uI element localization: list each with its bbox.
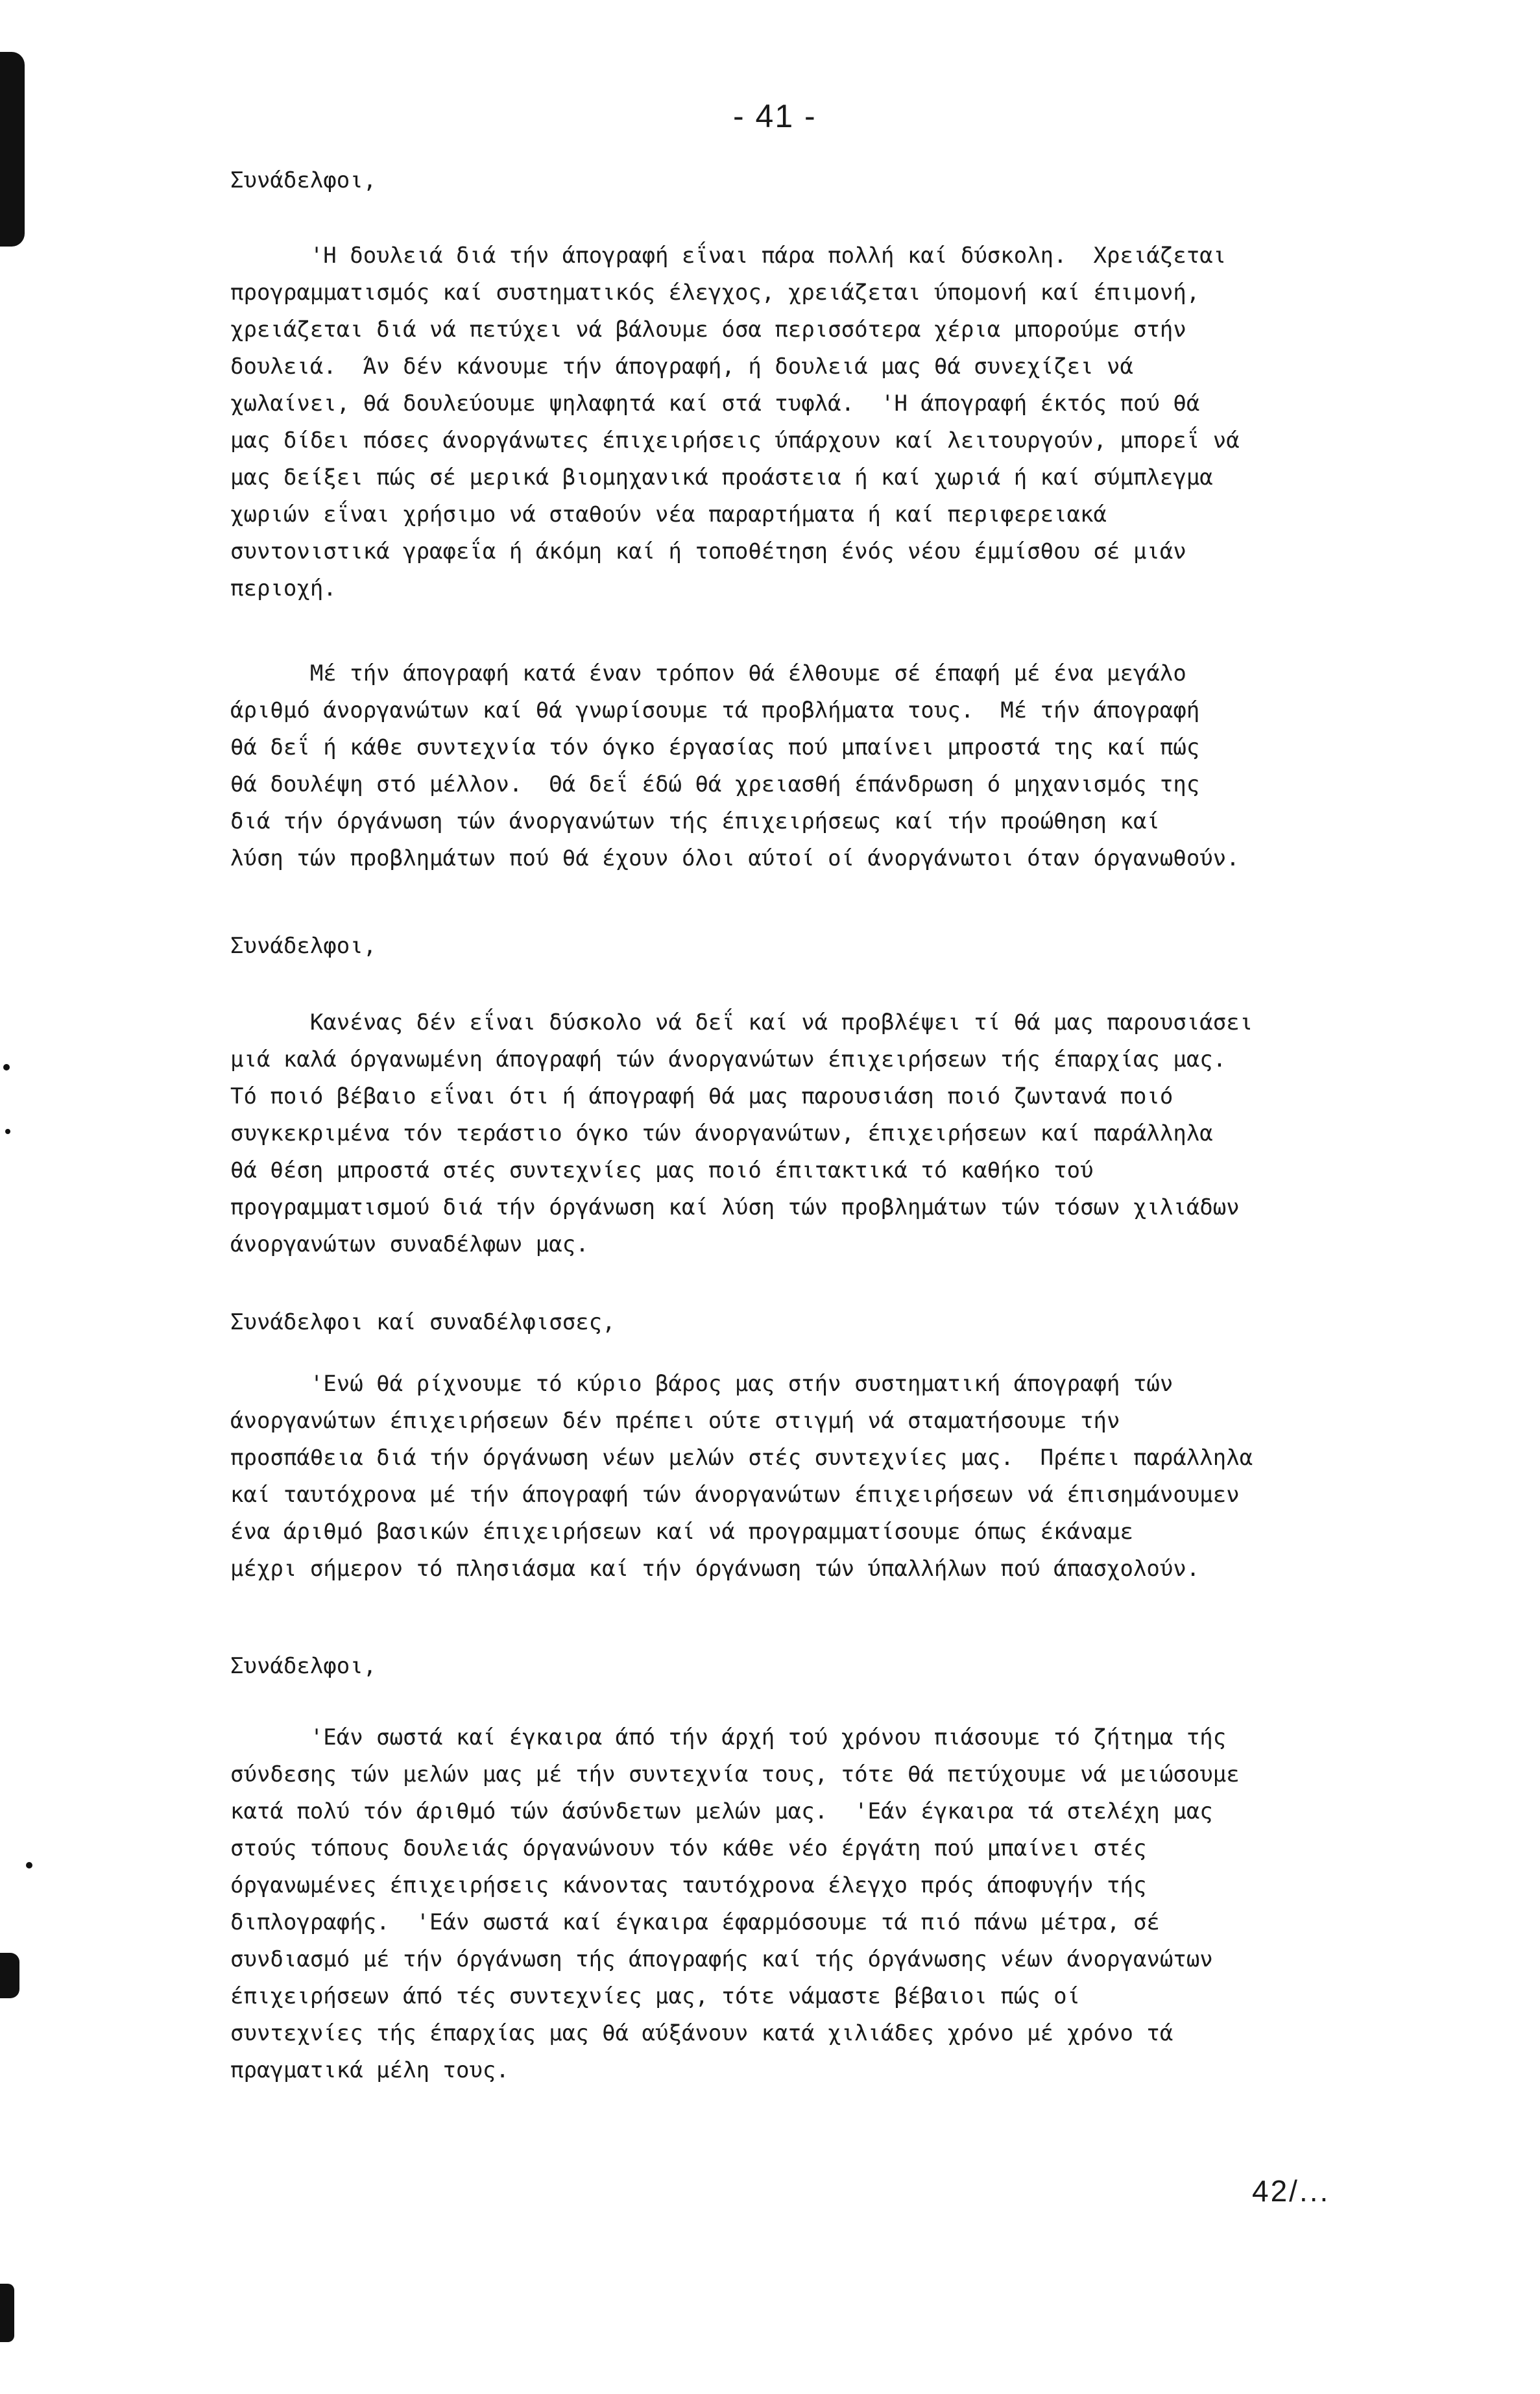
page-number: - 41 - bbox=[733, 98, 817, 134]
paragraph: Κανένας δέν εΐναι δύσκολο νά δεΐ καί νά προβλέψει τί θά μας παρουσιάσει μιά καλά όργανωμένη άπογραφή τών άνοργανώτων έπιχειρήσεων τής έπαρχίας μας. Τό ποιό βέβαιο εΐναι ότι ή άπογραφή θά μας παρουσιάση ποιό ζωντανά ποιό συγκεκριμένα τόν τεράστιο όγκο τών άνοργανώτων, έπιχειρήσεων καί παράλληλα θά θέση μπροστά στές συντεχνίες μας ποιό έπιτακτικά τό καθήκο τού προγραμματισμού διά τήν όργάνωση καί λύση τών προβλημάτων τών τόσων χιλιάδων άνοργανώτων συναδέλφων μας. bbox=[230, 1010, 1253, 1257]
scan-dot-mark bbox=[3, 1064, 10, 1070]
paragraph: 'Ενώ θά ρίχνουμε τό κύριο βάρος μας στήν συστηματική άπογραφή τών άνοργανώτων έπιχειρήσεων δέν πρέπει ούτε στιγμή νά σταματήσουμε τήν προσπάθεια διά τήν όργάνωση νέων μελών στές συντεχνίες μας. Πρέπει παράλληλα καί ταυτόχρονα μέ τήν άπογραφή τών άνοργανώτων έπιχειρήσεων νά έπισημάνουμεν ένα άριθμό βασικών έπιχειρήσεων καί νά προγραμματίσουμε όπως έκάναμε μέχρι σήμερον τό πλησιάσμα καί τήν όργάνωση τών ύπαλλήλων πού άπασχολούν. bbox=[230, 1371, 1253, 1582]
salutation: Συνάδελφοι, bbox=[230, 933, 377, 959]
continuation-marker: 42/... bbox=[1252, 2174, 1330, 2208]
scan-edge-mark bbox=[0, 1953, 19, 1998]
paragraph: 'Εάν σωστά καί έγκαιρα άπό τήν άρχή τού χρόνου πιάσουμε τό ζήτημα τής σύνδεσης τών μελών μας μέ τήν συντεχνία τους, τότε θά πετύχουμε νά μειώσουμε κατά πολύ τόν άριθμό τών άσύνδετων μελών μας. 'Εάν έγκαιρα τά στελέχη μας στούς τόπους δουλειάς όργανώνουν τόν κάθε νέο έργάτη πού μπαίνει στές όργανωμένες έπιχειρήσεις κάνοντας ταυτόχρονα έλεγχο πρός άποφυγήν τής διπλογραφής. 'Εάν σωστά καί έγκαιρα έφαρμόσουμε τά πιό πάνω μέτρα, σέ συνδιασμό μέ τήν όργάνωση τής άπογραφής καί τής όργάνωσης νέων άνοργανώτων έπιχειρήσεων άπό τές συντεχνίες μας, τότε νάμαστε βέβαιοι πώς οί συντεχνίες τής έπαρχίας μας θά αύξάνουν κατά χιλιάδες χρόνο μέ χρόνο τά πραγματικά μέλη τους. bbox=[230, 1724, 1240, 2083]
salutation: Συνάδελφοι καί συναδέλφισσες, bbox=[230, 1309, 616, 1335]
paragraph: Μέ τήν άπογραφή κατά έναν τρόπον θά έλθουμε σέ έπαφή μέ ένα μεγάλο άριθμό άνοργανώτων καί θά γνωρίσουμε τά προβλήματα τους. Μέ τήν άπογραφή θά δεΐ ή κάθε συντεχνία τόν όγκο έργασίας πού μπαίνει μπροστά της καί πώς θά δουλέψη στό μέλλον. Θά δεΐ έδώ θά χρειασθή έπάνδρωση ό μηχανισμός της διά τήν όργάνωση τών άνοργανώτων τής έπιχειρήσεως καί τήν προώθηση καί λύση τών προβλημάτων πού θά έχουν όλοι αύτοί οί άνοργάνωτοι όταν όργανωθούν. bbox=[230, 660, 1240, 871]
salutation: Συνάδελφοι, bbox=[230, 167, 377, 193]
paragraph: 'Η δουλειά διά τήν άπογραφή εΐναι πάρα πολλή καί δύσκολη. Χρειάζεται προγραμματισμός καί συστηματικός έλεγχος, χρειάζεται ύπομονή καί έπιμονή, χρειάζεται διά νά πετύχει νά βάλουμε όσα περισσότερα χέρια μπορούμε στήν δουλειά. Άν δέν κάνουμε τήν άπογραφή, ή δουλειά μας θά συνεχίζει νά χωλαίνει, θά δουλεύουμε ψηλαφητά καί στά τυφλά. 'Η άπογραφή έκτός πού θά μας δίδει πόσες άνοργάνωτες έπιχειρήσεις ύπάρχουν καί λειτουργούν, μπορεΐ νά μας δείξει πώς σέ μερικά βιομηχανικά προάστεια ή καί χωριά ή καί σύμπλεγμα χωριών εΐναι χρήσιμο νά σταθούν νέα παραρτήματα ή καί περιφερειακά συντονιστικά γραφεΐα ή άκόμη καί ή τοποθέτηση ένός νέου έμμίσθου σέ μιάν περιοχή. bbox=[230, 243, 1240, 601]
scan-dot-mark bbox=[5, 1129, 10, 1134]
scan-edge-mark bbox=[0, 2284, 14, 2342]
scan-dot-mark bbox=[26, 1862, 32, 1868]
scan-edge-mark bbox=[0, 52, 25, 247]
salutation: Συνάδελφοι, bbox=[230, 1653, 377, 1679]
